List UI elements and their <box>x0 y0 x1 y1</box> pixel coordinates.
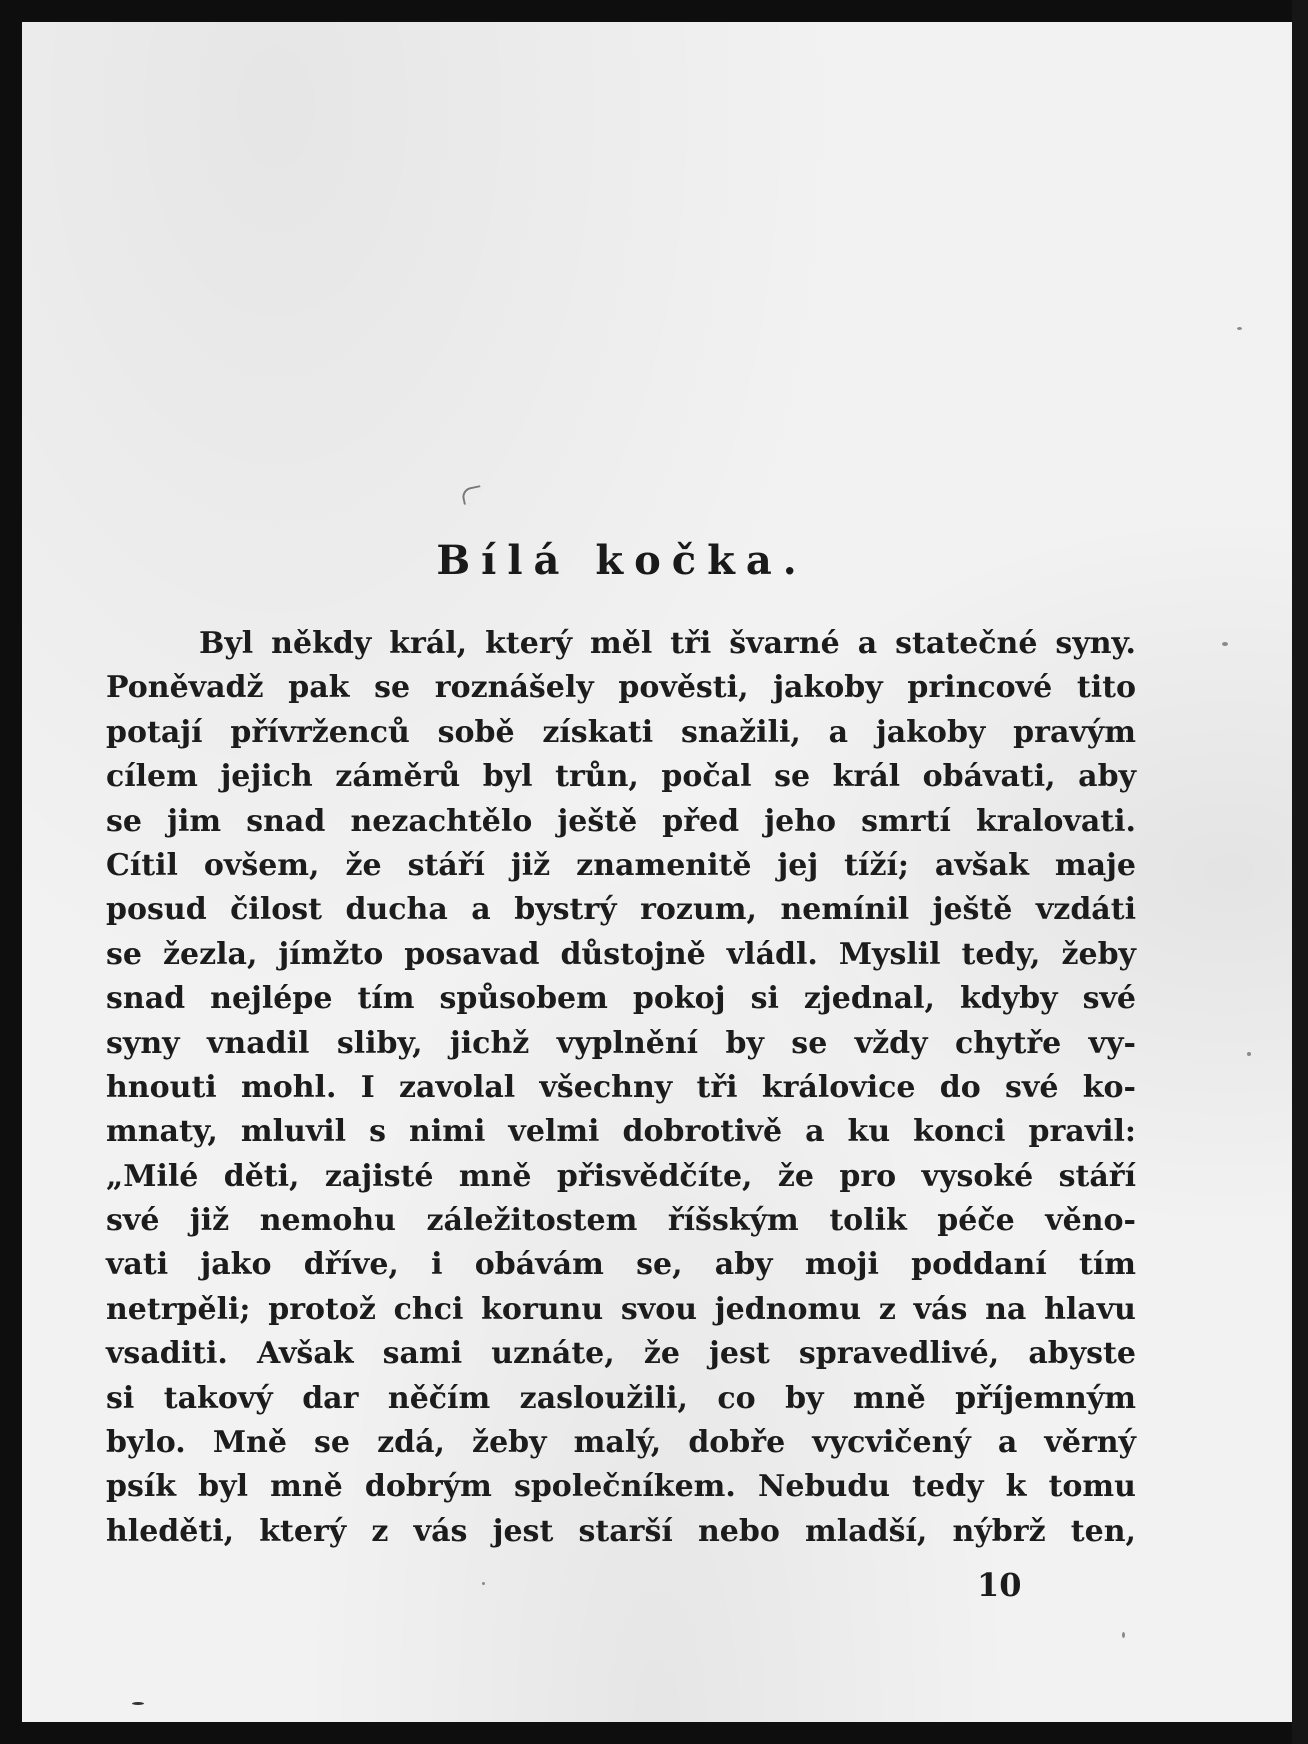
speck <box>132 1702 144 1705</box>
text-line: vati jako dříve, i obávám se, aby moji poddaní tím <box>106 1247 1136 1283</box>
text-line: Byl někdy král, který měl tři švarné a statečné syny. <box>199 626 1136 661</box>
text-line: potají přívrženců sobě získati snažili, a jakoby pravým <box>106 714 1136 750</box>
speck <box>1237 327 1242 330</box>
text-line: hnouti mohl. I zavolal všechny tři královice do své ko- <box>106 1069 1136 1105</box>
text-line: se žezla, jímžto posavad důstojně vládl. Myslil tedy, žeby <box>106 936 1136 972</box>
page-number: 10 <box>977 1566 1022 1604</box>
speck <box>1122 1632 1125 1638</box>
ink-mark <box>461 485 484 505</box>
text-line: Poněvadž pak se roznášely pověsti, jakoby princové tito <box>106 670 1136 706</box>
speck <box>1247 1052 1251 1056</box>
text-line: psík byl mně dobrým společníkem. Nebudu tedy k tomu <box>106 1469 1136 1505</box>
speck <box>1222 642 1228 646</box>
text-line: vsaditi. Avšak sami uznáte, že jest spravedlivé, abyste <box>106 1336 1136 1372</box>
text-line: se jim snad nezachtělo ještě před jeho smrtí kralovati. <box>106 803 1136 839</box>
text-line: hleděti, který z vás jest starší nebo mladší, nýbrž ten, <box>106 1513 1136 1549</box>
text-line: své již nemohu záležitostem říšským tolik péče věno- <box>106 1203 1136 1239</box>
text-line: snad nejlépe tím spůsobem pokoj si zjednal, kdyby své <box>106 981 1136 1017</box>
chapter-title: Bílá kočka. <box>436 537 808 584</box>
text-line: bylo. Mně se zdá, žeby malý, dobře vycvičený a věrný <box>106 1425 1136 1461</box>
text-line: mnaty, mluvil s nimi velmi dobrotivě a ku konci pravil: <box>106 1114 1136 1150</box>
scan-edge <box>1292 0 1308 1744</box>
text-line: posud čilost ducha a bystrý rozum, nemínil ještě vzdáti <box>106 892 1136 928</box>
text-line: syny vnadil sliby, jichž vyplnění by se vždy chytře vy- <box>106 1025 1136 1061</box>
book-page <box>22 22 1292 1722</box>
text-line: Cítil ovšem, že stáří již znamenitě jej tíží; avšak maje <box>106 847 1136 883</box>
speck <box>482 1582 485 1585</box>
text-line: si takový dar něčím zasloužili, co by mně příjemným <box>106 1380 1136 1416</box>
text-line: netrpěli; protož chci korunu svou jednomu z vás na hlavu <box>106 1291 1136 1327</box>
text-line: cílem jejich záměrů byl trůn, počal se král obávati, aby <box>106 759 1136 795</box>
body-paragraph <box>106 622 1136 1554</box>
text-line: „Milé děti, zajisté mně přisvědčíte, že pro vysoké stáří <box>106 1158 1136 1194</box>
